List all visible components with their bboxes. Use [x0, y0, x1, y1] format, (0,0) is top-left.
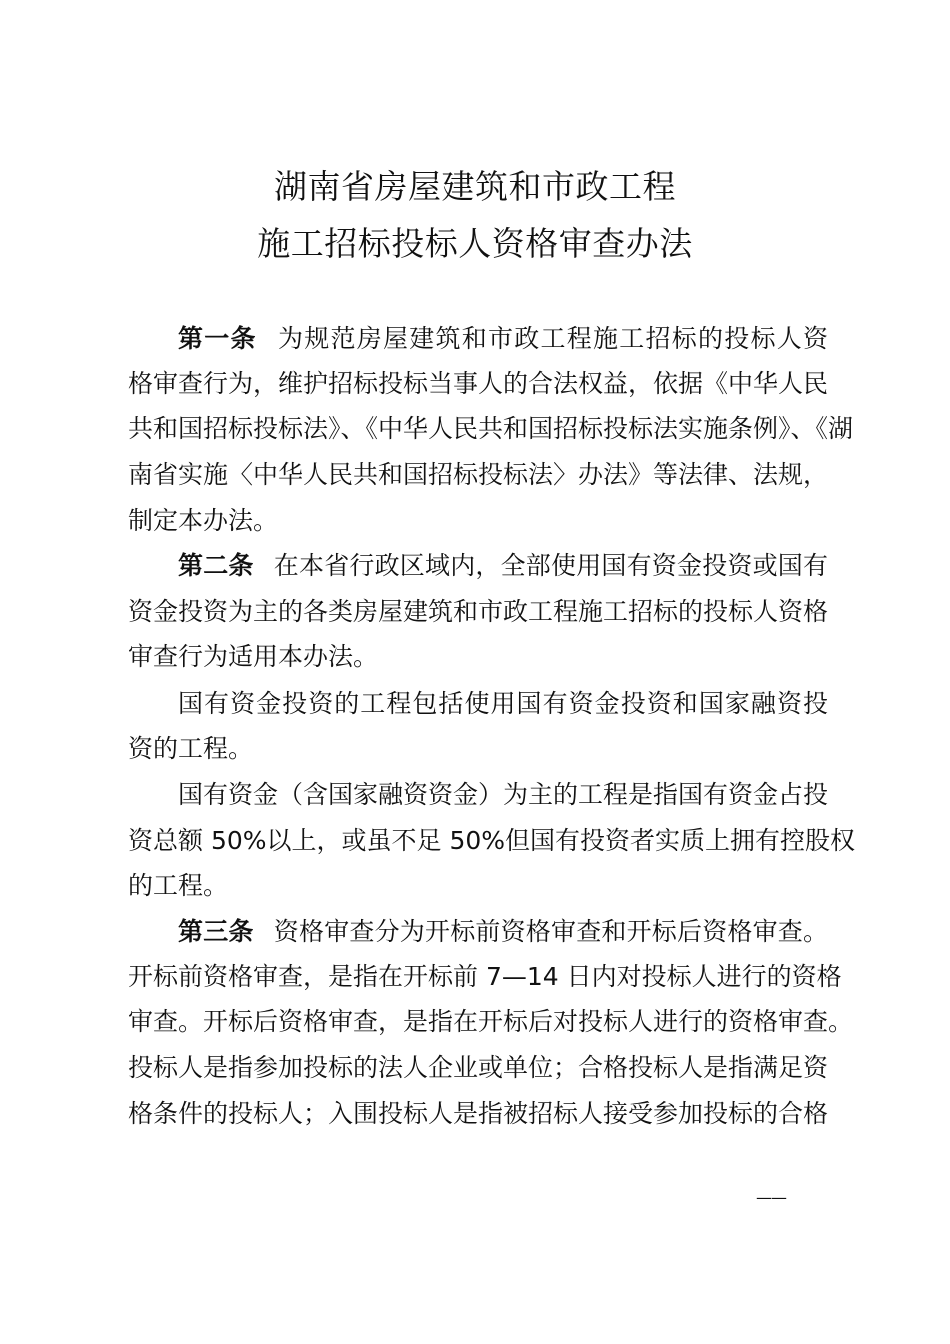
article-1-line-5: 制定本办法。 [128, 506, 279, 535]
article-2-line-2: 资金投资为主的各类房屋建筑和市政工程施工招标的投标人资格 [128, 597, 829, 626]
article-2-para3-line-2: 资总额 50%以上，或虽不足 50%但国有投资者实质上拥有控股权 [128, 826, 856, 855]
article-1-text: 为规范房屋建筑和市政工程施工招标的投标人资 [276, 324, 828, 353]
article-2-para3-line-3: 的工程。 [128, 871, 229, 900]
article-2-line-1 [178, 549, 828, 583]
article-3-label: 第三条 [178, 917, 254, 946]
article-1-line-2: 格审查行为，维护招标投标当事人的合法权益，依据《中华人民 [128, 369, 829, 398]
article-2-line-3: 审查行为适用本办法。 [128, 642, 379, 671]
article-3-line-3: 审查。开标后资格审查，是指在开标后对投标人进行的资格审查。 [128, 1007, 854, 1036]
article-3-line-4: 投标人是指参加投标的法人企业或单位；合格投标人是指满足资 [128, 1053, 829, 1082]
article-1-line-4: 南省实施〈中华人民共和国招标投标法〉办法》等法律、法规， [128, 460, 829, 489]
article-1-label: 第一条 [178, 324, 257, 353]
article-1-line-1 [178, 322, 828, 356]
article-3-line-2: 开标前资格审查，是指在开标前 7—14 日内对投标人进行的资格 [128, 962, 842, 991]
article-3-line-5: 格条件的投标人；入围投标人是指被招标人接受参加投标的合格 [128, 1099, 829, 1128]
article-2-text: 在本省行政区域内，全部使用国有资金投资或国有 [273, 551, 828, 580]
article-3-line-1 [178, 915, 828, 949]
article-3-text: 资格审查分为开标前资格审查和开标后资格审查。 [273, 917, 828, 946]
article-2-para2-line-2: 资的工程。 [128, 734, 254, 763]
document-title-line-2: 施工招标投标人资格审查办法 [257, 224, 693, 263]
article-2-para2-line-1: 国有资金投资的工程包括使用国有资金投资和国家融资投 [178, 689, 828, 718]
article-2-label: 第二条 [178, 551, 254, 580]
article-2-para3-line-1: 国有资金（含国家融资资金）为主的工程是指国有资金占投 [178, 780, 829, 809]
article-1-line-3: 共和国招标投标法》、《中华人民共和国招标投标法实施条例》、《湖 [128, 414, 854, 443]
document-title-line-1: 湖南省房屋建筑和市政工程 [274, 167, 676, 206]
page-footer-mark: —— [756, 1188, 786, 1207]
